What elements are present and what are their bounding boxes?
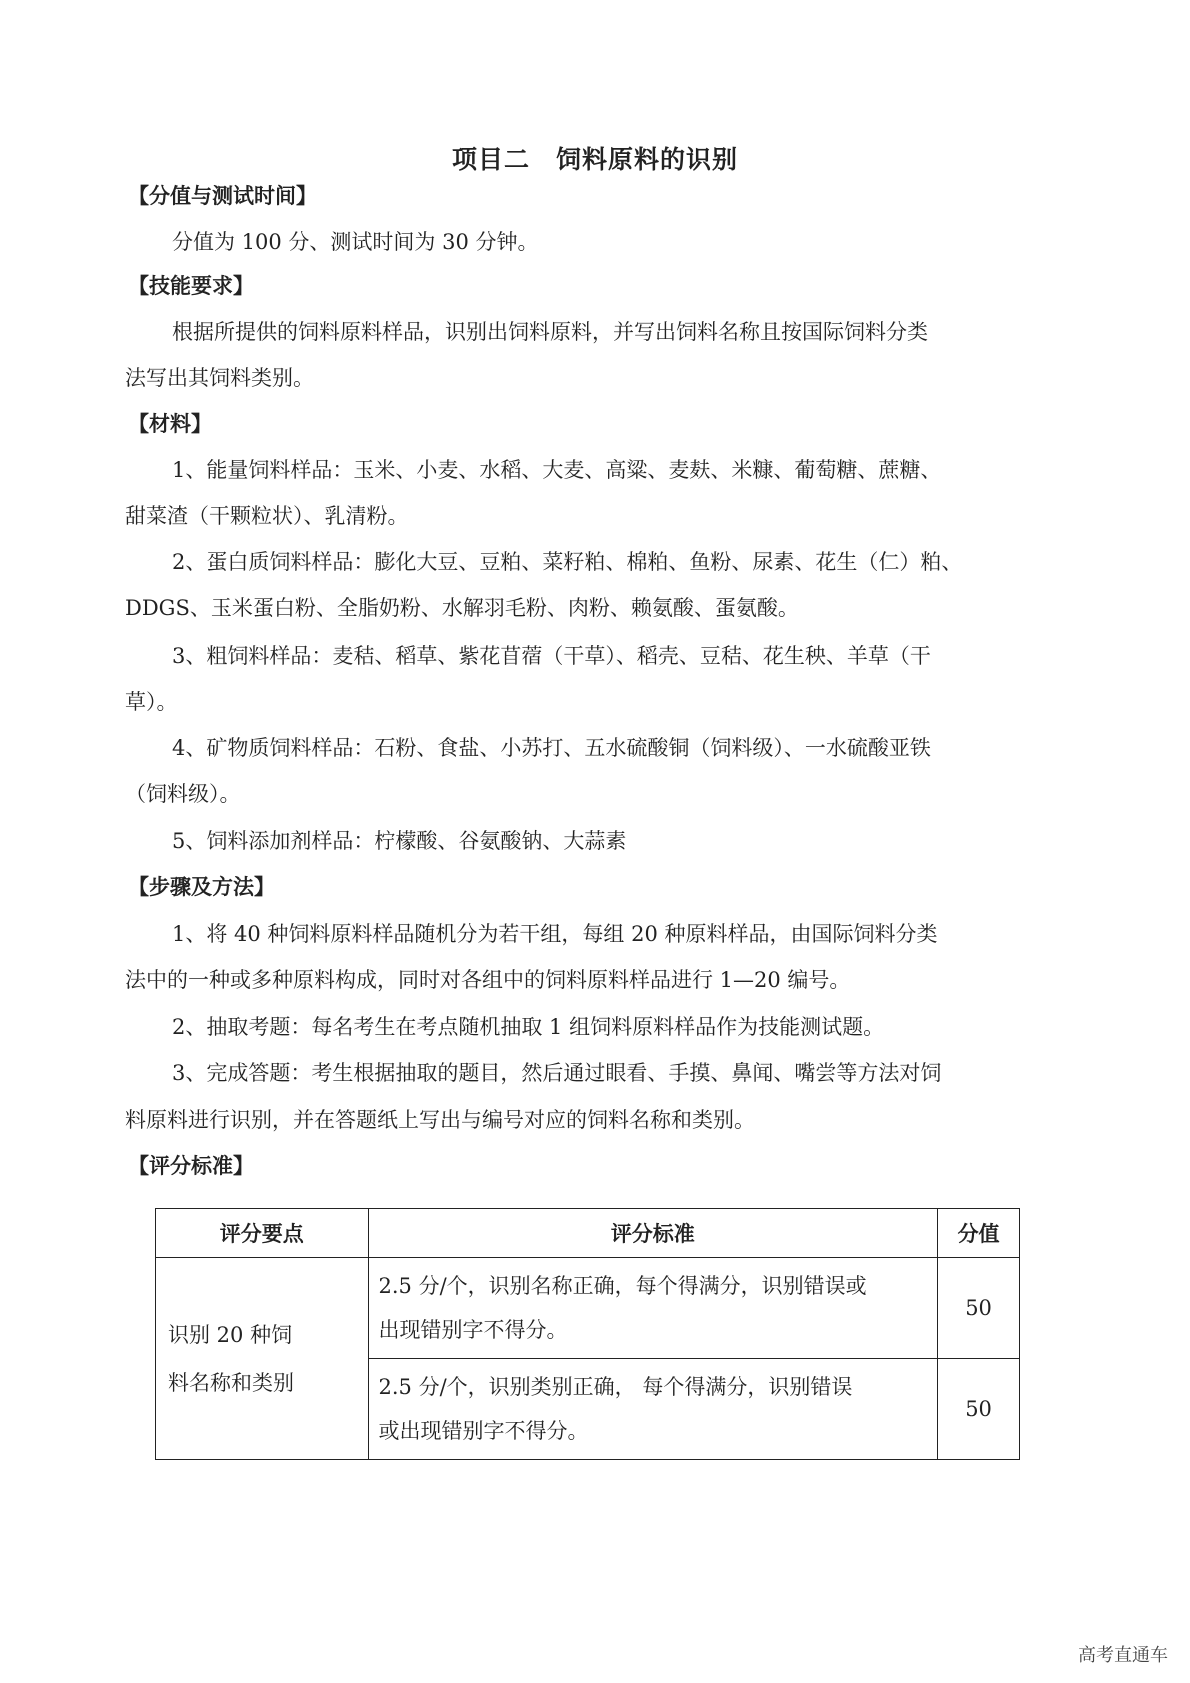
material-4-line2: （饲料级）。	[125, 782, 241, 806]
standard-1-line2: 出现错别字不得分。	[378, 1318, 568, 1342]
header-standard: 评分标准	[368, 1209, 938, 1258]
material-5-line: 5、饲料添加剂样品：柠檬酸、谷氨酸钠、大蒜素	[172, 829, 627, 853]
scoring-point-line2: 料名称和类别	[168, 1370, 294, 1395]
material-2-line2: DDGS、玉米蛋白粉、全脂奶粉、水解羽毛粉、肉粉、赖氨酸、蛋氨酸。	[125, 596, 799, 620]
standard-1-line1: 2.5 分/个，识别名称正确，每个得满分，识别错误或	[378, 1274, 867, 1298]
skill-text-line1: 根据所提供的饲料原料样品，识别出饲料原料，并写出饲料名称且按国际饲料分类	[172, 320, 928, 344]
material-3-line2: 草）。	[125, 690, 178, 714]
standard-2-line2: 或出现错别字不得分。	[378, 1419, 589, 1443]
skill-text-line2: 法写出其饲料类别。	[125, 366, 314, 390]
standard-2-line1: 2.5 分/个，识别类别正确， 每个得满分，识别错误	[378, 1375, 853, 1399]
material-1-line1: 1、能量饲料样品：玉米、小麦、水稻、大麦、高粱、麦麸、米糠、葡萄糖、蔗糖、	[172, 458, 942, 482]
table-row	[156, 1258, 1020, 1359]
scoring-point-cell	[156, 1258, 369, 1460]
standard-cell-2	[368, 1359, 938, 1460]
step-3-line1: 3、完成答题：考生根据抽取的题目，然后通过眼看、手摸、鼻闻、嘴尝等方法对饲	[172, 1061, 942, 1085]
standard-cell-1	[368, 1258, 938, 1359]
scoring-table	[155, 1208, 1020, 1460]
material-1-line2: 甜菜渣（干颗粒状）、乳清粉。	[125, 504, 409, 528]
step-1-line2: 法中的一种或多种原料构成，同时对各组中的饲料原料样品进行 1—20 编号。	[125, 968, 851, 992]
step-3-line2: 料原料进行识别，并在答题纸上写出与编号对应的饲料名称和类别。	[125, 1108, 755, 1132]
section-heading-score-time: 【分值与测试时间】	[128, 183, 317, 208]
value-cell-2: 50	[938, 1359, 1020, 1460]
material-2-line1: 2、蛋白质饲料样品：膨化大豆、豆粕、菜籽粕、棉粕、鱼粉、尿素、花生（仁）粕、	[172, 550, 963, 574]
step-2-line: 2、抽取考题：每名考生在考点随机抽取 1 组饲料原料样品作为技能测试题。	[172, 1015, 885, 1039]
scoring-point-line1: 识别 20 种饲	[168, 1322, 293, 1347]
section-heading-skill: 【技能要求】	[128, 273, 254, 298]
section-heading-scoring: 【评分标准】	[128, 1153, 254, 1178]
material-3-line1: 3、粗饲料样品：麦秸、稻草、紫花苜蓿（干草）、稻壳、豆秸、花生秧、羊草（干	[172, 644, 931, 668]
value-cell-1: 50	[938, 1258, 1020, 1359]
material-4-line1: 4、矿物质饲料样品：石粉、食盐、小苏打、五水硫酸铜（饲料级）、一水硫酸亚铁	[172, 736, 931, 760]
section-heading-materials: 【材料】	[128, 411, 212, 436]
table-header-row	[156, 1209, 1020, 1258]
header-point: 评分要点	[156, 1209, 369, 1258]
watermark: 高考直通车	[1078, 1645, 1168, 1666]
header-value: 分值	[938, 1209, 1020, 1258]
score-time-text: 分值为 100 分、测试时间为 30 分钟。	[172, 230, 539, 254]
page-title: 项目二 饲料原料的识别	[451, 145, 738, 174]
step-1-line1: 1、将 40 种饲料原料样品随机分为若干组，每组 20 种原料样品，由国际饲料分类	[172, 922, 938, 946]
section-heading-steps: 【步骤及方法】	[128, 874, 275, 899]
